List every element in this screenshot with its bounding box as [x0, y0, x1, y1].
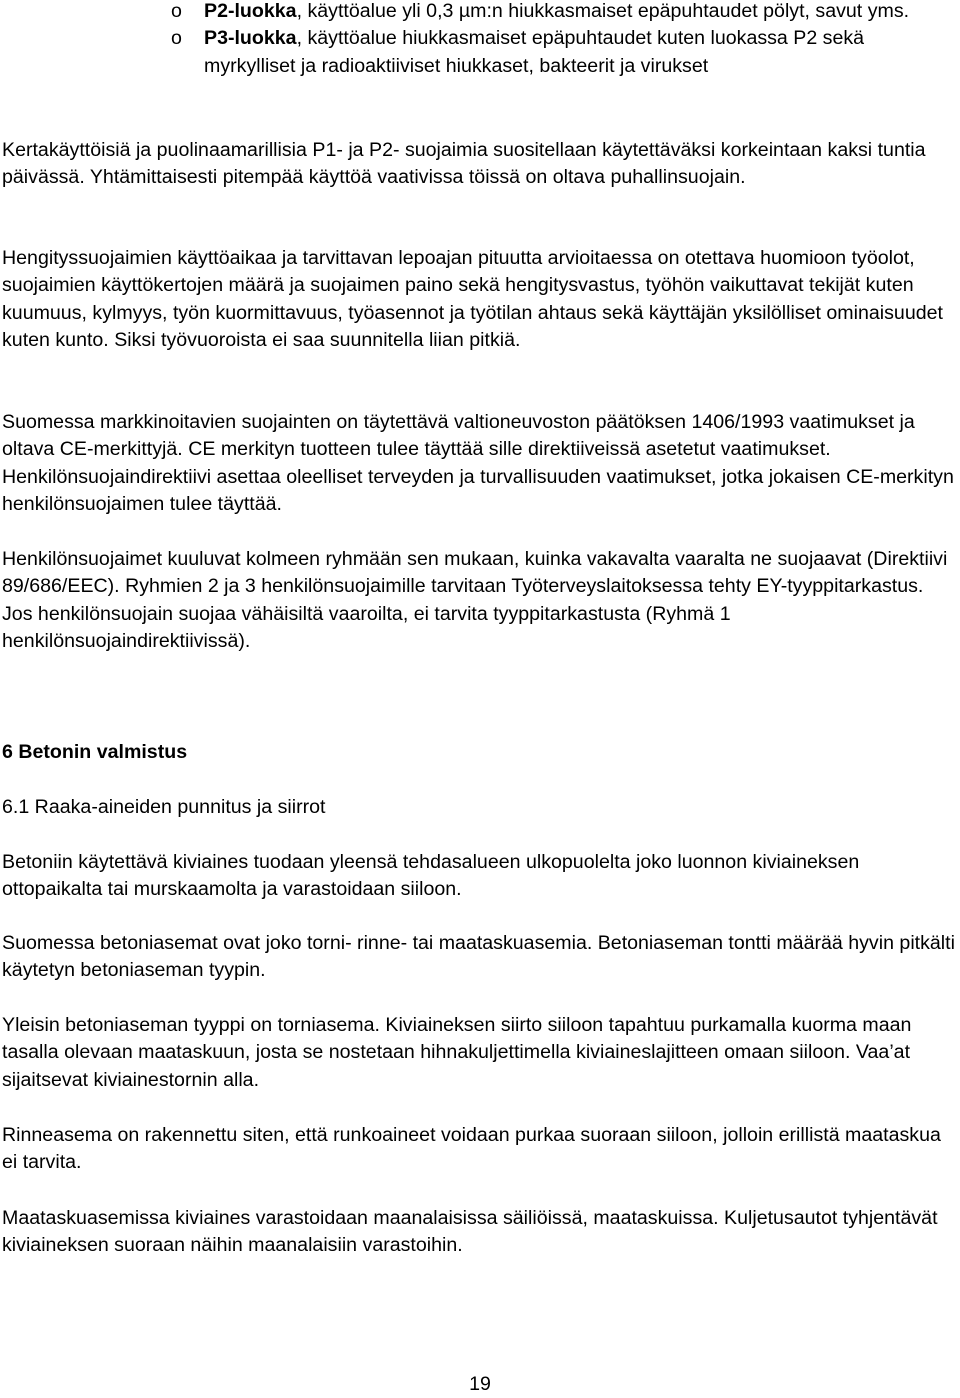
bullet-text: , käyttöalue hiukkasmaiset epäpuhtaudet kuten luokassa P2 sekä myrkylliset ja radioaktiiviset hiukkaset, bakteerit ja virukset: [204, 27, 865, 77]
paragraph-ce-marking: Suomessa markkinoitavien suojainten on täytettävä valtioneuvoston päätöksen 1406/1993 vaatimukset ja oltava CE-merkittyjä. CE merkityn tuotteen tulee täyttää sille direktiiveissä asetetut vaatimukset. Henkilönsuojaindirektiivi asettaa oleelliset terveyden ja turvallisuuden vaatimukset, jotka jokaisen CE-merkityn henkilönsuojaimen tulee täyttää.: [2, 411, 954, 516]
list-item: [171, 0, 956, 25]
list-item: [171, 25, 956, 80]
section-heading: 6 Betonin valmistus: [2, 741, 188, 763]
paragraph-pocket-station: Maataskuasemissa kiviaines varastoidaan maanalaisissa säiliöissä, maataskuissa. Kuljetusautot tyhjentävät kiviaineksen suoraan näihin maanalaisiin varastoihin.: [2, 1207, 938, 1257]
bullet-marker: o: [171, 0, 182, 22]
subsection-heading: 6.1 Raaka-aineiden punnitus ja siirrot: [2, 796, 326, 818]
bullet-marker: o: [171, 27, 182, 50]
page-number: 19: [469, 1373, 491, 1395]
bullet-term: P2-luokka: [204, 0, 297, 22]
paragraph-usage-time: Hengityssuojaimien käyttöaikaa ja tarvittavan lepoajan pituutta arvioitaessa on otettava huomioon työolot, suojaimien käyttökertojen määrä ja suojaimen paino sekä hengitysvastus, työhön vaikuttavat tekijät kuten kuumuus, kylmyys, työn kuormittavuus, työasennot ja työtilan ahtaus sekä käyttäjän yksilölliset ominaisuudet kuten kunto. Siksi työvuoroista ei saa suunnitella liian pitkiä.: [2, 247, 943, 352]
bullet-text: , käyttöalue yli 0,3 µm:n hiukkasmaiset epäpuhtaudet pölyt, savut yms.: [296, 0, 910, 22]
paragraph-protection-groups: Henkilönsuojaimet kuuluvat kolmeen ryhmään sen mukaan, kuinka vakavalta vaaralta ne suojaavat (Direktiivi 89/686/EEC). Ryhmien 2 ja 3 henkilönsuojaimille tarvitaan Työterveyslaitoksessa tehty EY-tyyppitarkastus. Jos henkilönsuojain suojaa vähäisiltä vaaroilta, ei tarvita tyyppitarkastusta (Ryhmä 1 henkilönsuojaindirektiivissä).: [2, 548, 948, 653]
paragraph-disposable-respirators: Kertakäyttöisiä ja puolinaamarillisia P1- ja P2- suojaimia suositellaan käytettäväksi korkeintaan kaksi tuntia päivässä. Yhtämittaisesti pitempää käyttöä vaativissa töissä on oltava puhallinsuojain.: [2, 139, 926, 189]
paragraph-slope-station: Rinneasema on rakennettu siten, että runkoaineet voidaan purkaa suoraan siiloon, jolloin erillistä maataskua ei tarvita.: [2, 1124, 941, 1174]
bullet-list: [171, 0, 956, 80]
paragraph-station-types: Suomessa betoniasemat ovat joko torni- rinne- tai maataskuasemia. Betoniaseman tontti määrää hyvin pitkälti käytetyn betoniaseman tyypin.: [2, 932, 955, 982]
bullet-term: P3-luokka: [204, 27, 297, 50]
paragraph-aggregate-source: Betoniin käytettävä kiviaines tuodaan yleensä tehdasalueen ulkopuolelta joko luonnon kiviaineksen ottopaikalta tai murskaamolta ja varastoidaan siiloon.: [2, 851, 860, 901]
paragraph-tower-station: Yleisin betoniaseman tyyppi on torniasema. Kiviaineksen siirto siiloon tapahtuu purkamalla kuorma maan tasalla olevaan maataskuun, josta se nostetaan hihnakuljettimella kiviaineslajitteen omaan siiloon. Vaa’at sijaitsevat kiviainestornin alla.: [2, 1014, 912, 1091]
